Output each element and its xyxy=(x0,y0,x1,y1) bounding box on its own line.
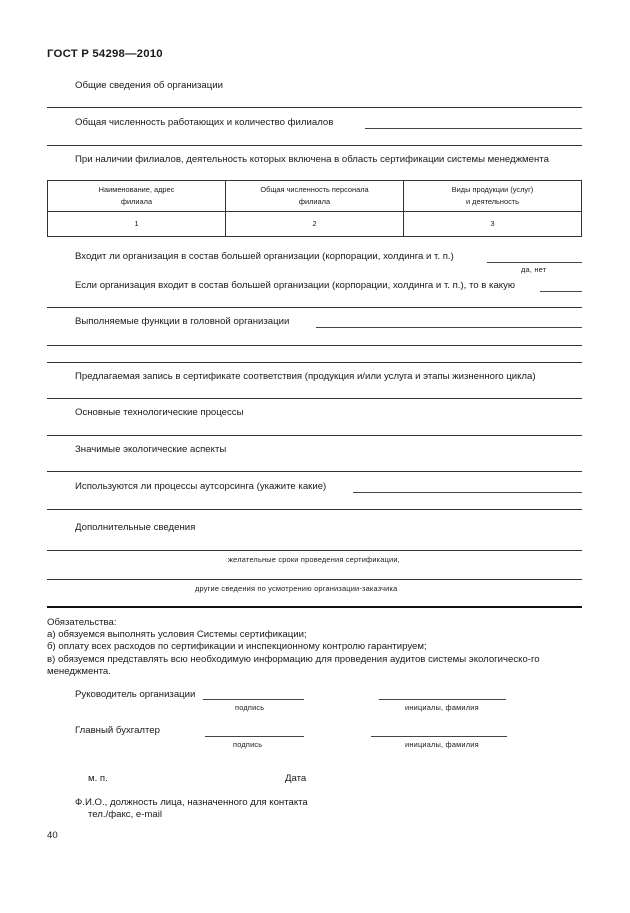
which-larger-fill[interactable] xyxy=(540,291,582,292)
obligation-item-c: в) обязуемся представлять всю необходимую информацию для проведения аудитов системы экологическо-го менеджмента. xyxy=(47,653,540,677)
branch-table xyxy=(47,180,582,237)
head-label: Руководитель организации xyxy=(75,689,196,700)
accountant-initials-hint: инициалы, фамилия xyxy=(405,740,479,749)
head-signature-line[interactable] xyxy=(203,699,304,700)
section-divider xyxy=(47,606,582,608)
functions-fill[interactable] xyxy=(316,327,582,328)
branch-table-header-name xyxy=(48,181,226,212)
accountant-signature-line[interactable] xyxy=(205,736,304,737)
branch-table-col-number-1: 1 xyxy=(48,212,226,237)
eco-aspects-line[interactable] xyxy=(47,471,582,472)
branch-table-header-products xyxy=(404,181,582,212)
employees-branches-line[interactable] xyxy=(47,145,582,146)
outsourcing-line[interactable] xyxy=(47,509,582,510)
branches-intro-label: При наличии филиалов, деятельность которых включена в область сертификации системы менеджмента xyxy=(75,154,549,165)
branch-table-col-number-2: 2 xyxy=(226,212,404,237)
cert-record-label: Предлагаемая запись в сертификате соответствия (продукция и/или услуга и этапы жизненного цикла) xyxy=(75,371,536,382)
branch-table-header-staff xyxy=(226,181,404,212)
accountant-initials-line[interactable] xyxy=(371,736,507,737)
branch-table-number-row xyxy=(48,212,582,237)
general-info-label: Общие сведения об организации xyxy=(75,80,223,91)
page-number: 40 xyxy=(47,830,58,841)
document-header: ГОСТ Р 54298—2010 xyxy=(47,48,163,60)
branch-table-header-name-l1: Наименование, адрес xyxy=(98,185,175,194)
stamp-label: м. п. xyxy=(88,773,108,784)
contact-line-1: Ф.И.О., должность лица, назначенного для контакта xyxy=(75,797,308,808)
head-initials-line[interactable] xyxy=(379,699,506,700)
other-info-hint: другие сведения по усмотрению организации-заказчика xyxy=(195,584,398,593)
branch-table-header-name-l2: филиала xyxy=(120,197,153,206)
additional-label: Дополнительные сведения xyxy=(75,522,196,533)
obligations-block xyxy=(47,617,587,678)
date-label: Дата xyxy=(285,773,307,784)
tech-processes-line[interactable] xyxy=(47,435,582,436)
outsourcing-label: Используются ли процессы аутсорсинга (укажите какие) xyxy=(75,481,327,492)
branch-table-header-products-l1: Виды продукции (услуг) xyxy=(451,185,534,194)
head-initials-hint: инициалы, фамилия xyxy=(405,703,479,712)
branch-table-header-row xyxy=(48,181,582,212)
obligations-title: Обязательства: xyxy=(47,617,117,628)
part-of-larger-label: Входит ли организация в состав большей организации (корпорации, холдинга и т. п.) xyxy=(75,251,454,262)
yes-no-hint: да, нет xyxy=(521,265,547,274)
cert-record-line[interactable] xyxy=(47,398,582,399)
branch-table-header-products-l2: и деятельность xyxy=(465,197,520,206)
which-larger-label: Если организация входит в состав большей организации (корпорации, холдинга и т. п.), то в какую xyxy=(75,280,516,291)
obligation-item-a: а) обязуемся выполнять условия Системы сертификации; xyxy=(47,629,307,641)
branch-table-header-staff-l2: филиала xyxy=(298,197,331,206)
outsourcing-fill[interactable] xyxy=(353,492,582,493)
functions-line-1[interactable] xyxy=(47,345,582,346)
which-larger-line[interactable] xyxy=(47,307,582,308)
employees-branches-fill[interactable] xyxy=(365,128,582,129)
accountant-label: Главный бухгалтер xyxy=(75,725,160,736)
employees-branches-label: Общая численность работающих и количество филиалов xyxy=(75,117,334,128)
functions-line-2[interactable] xyxy=(47,362,582,363)
general-info-line[interactable] xyxy=(47,107,582,108)
functions-label: Выполняемые функции в головной организации xyxy=(75,316,290,327)
contact-line-2: тел./факс, e-mail xyxy=(88,809,163,820)
part-of-larger-fill[interactable] xyxy=(487,262,582,263)
other-info-line[interactable] xyxy=(47,579,582,580)
eco-aspects-label: Значимые экологические аспекты xyxy=(75,444,227,455)
tech-processes-label: Основные технологические процессы xyxy=(75,407,244,418)
branch-table-header-staff-l1: Общая численность персонала xyxy=(260,185,369,194)
accountant-signature-hint: подпись xyxy=(233,740,263,749)
head-signature-hint: подпись xyxy=(235,703,265,712)
obligation-item-b: б) оплату всех расходов по сертификации и инспекционному контролю гарантируем; xyxy=(47,641,427,653)
desired-dates-line[interactable] xyxy=(47,550,582,551)
branch-table-col-number-3: 3 xyxy=(404,212,582,237)
desired-dates-hint: желательные сроки проведения сертификации, xyxy=(228,555,400,564)
